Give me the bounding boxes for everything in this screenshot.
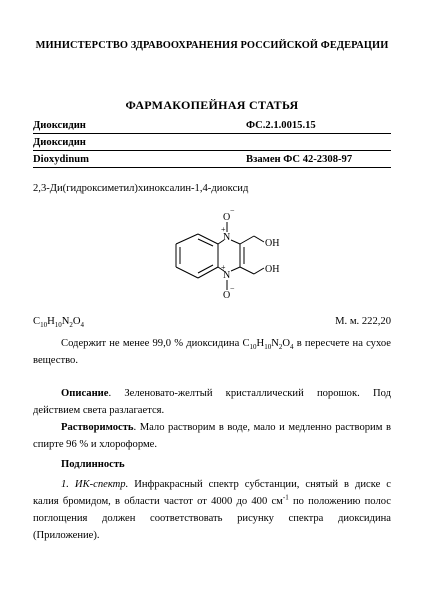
molecular-formula: $C_{10}H_{10}N_2O_4$ bbox=[33, 316, 85, 330]
bond bbox=[240, 267, 254, 274]
ministry-header: МИНИСТЕРСТВО ЗДРАВООХРАНЕНИЯ РОССИЙСКОЙ ФЕДЕРАЦИИ bbox=[35, 40, 389, 51]
drug-name-ru: Диоксидин bbox=[33, 120, 86, 131]
drug-name-latin: Dioxydinum bbox=[33, 154, 89, 165]
oxide-bottom-charge: − bbox=[230, 284, 235, 293]
bond bbox=[231, 267, 240, 271]
drug-name-ru-2: Диоксидин bbox=[33, 137, 86, 148]
oxide-top-label: O bbox=[223, 212, 231, 223]
oxide-bottom-label: O bbox=[223, 290, 231, 301]
hydroxyl-top-label: OH bbox=[265, 238, 280, 249]
solubility-paragraph: Растворимость. Мало растворим в воде, мало и медленно растворим в спирте 96 % и хлороформе. bbox=[33, 422, 391, 450]
bond bbox=[231, 240, 240, 244]
replaces-note: Взамен ФС 42-2308-97 bbox=[246, 154, 353, 165]
article-code: ФС.2.1.0015.15 bbox=[246, 120, 316, 131]
ir-spectrum-label: ИК-спектр. bbox=[74, 479, 129, 490]
content-paragraph: Содержит не менее 99,0 % диоксидина $C_{10}H_{10}N_2O_4$ в пересчете на сухое вещество. bbox=[33, 338, 391, 366]
document-title: ФАРМАКОПЕЙНАЯ СТАТЬЯ bbox=[125, 98, 299, 112]
solubility-label: Растворимость bbox=[61, 422, 134, 433]
ir-spectrum-paragraph: 1. ИК-спектр. Инфракрасный спектр субстанции, снятый в диске с калия бромидом, в области частот от 4000 до 400 $см^{-1}$ по положению полос поглощения должен соответствовать рисунку спектра диоксидина (Приложение). bbox=[33, 479, 391, 541]
description-label: Описание bbox=[61, 388, 109, 399]
double-bond bbox=[198, 265, 213, 273]
bond bbox=[176, 267, 198, 278]
oxide-top-charge: − bbox=[230, 206, 235, 215]
bond bbox=[240, 236, 254, 244]
description-paragraph: Описание. Зеленовато-желтый кристаллический порошок. Под действием света разлагается. bbox=[33, 388, 391, 416]
nitrogen-top-charge: + bbox=[221, 225, 226, 234]
chemical-name: 2,3-Ди(гидроксиметил)хиноксалин-1,4-диоксид bbox=[33, 183, 249, 194]
authenticity-heading: Подлинность bbox=[61, 459, 125, 470]
nitrogen-top-label: N bbox=[223, 232, 231, 243]
nitrogen-bottom-charge: + bbox=[221, 263, 226, 272]
molecular-mass: М. м. 222,20 bbox=[335, 316, 391, 327]
nitrogen-bottom-label: N bbox=[223, 270, 231, 281]
bond bbox=[254, 268, 264, 274]
bond bbox=[198, 267, 218, 278]
bond bbox=[198, 234, 218, 244]
hydroxyl-bottom-label: OH bbox=[265, 264, 280, 275]
bond bbox=[254, 236, 264, 242]
bond bbox=[176, 234, 198, 244]
